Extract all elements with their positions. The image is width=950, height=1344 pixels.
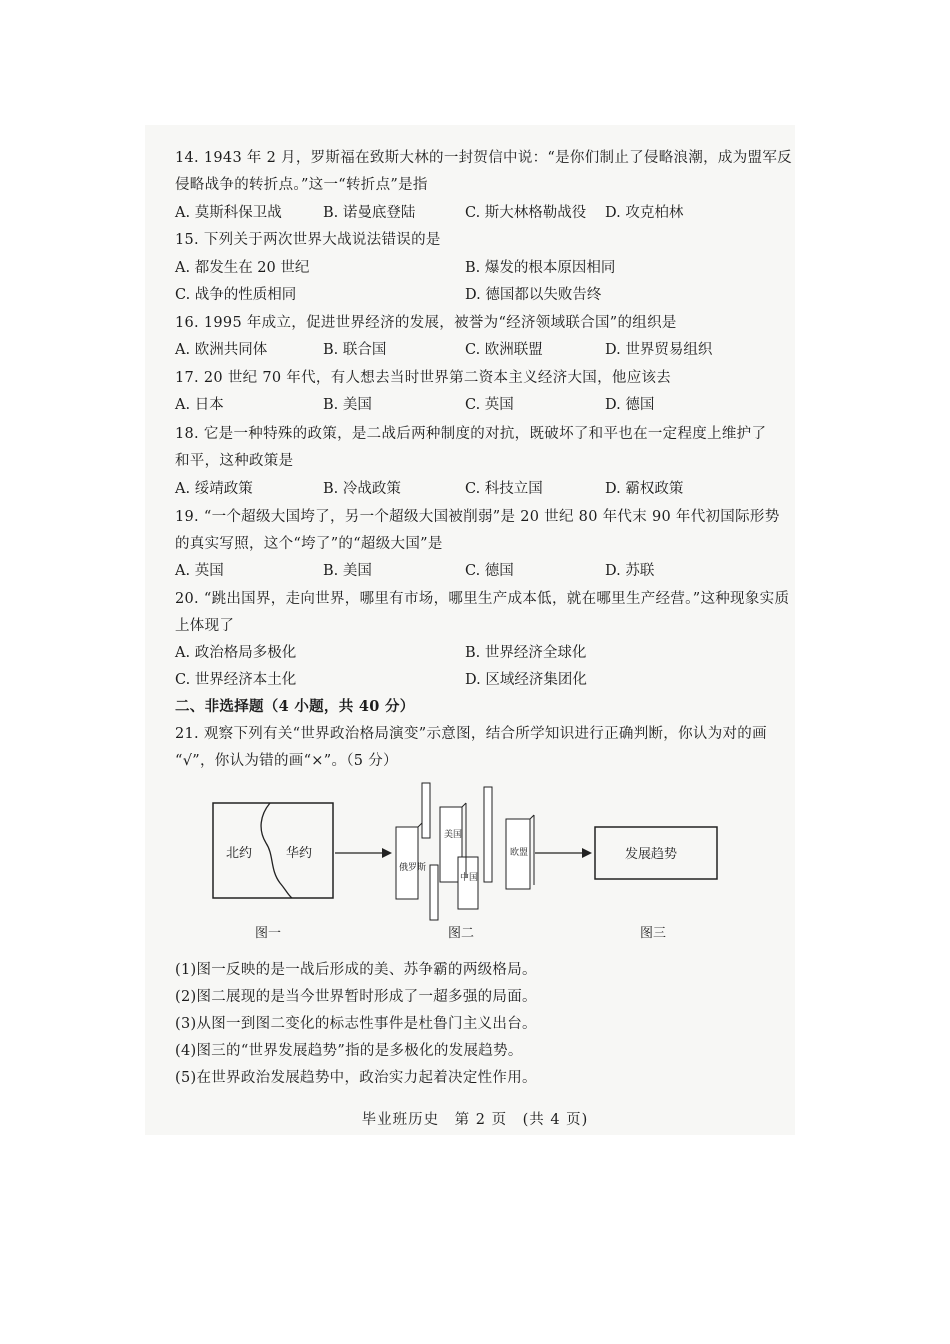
q15-option-d: D. 德国都以失败告终 xyxy=(465,287,602,303)
q21-item-4: (4)图三的“世界发展趋势”指的是多极化的发展趋势。 xyxy=(175,1043,523,1059)
q18-option-b: B. 冷战政策 xyxy=(323,481,401,497)
q18-stem-line2: 和平，这种政策是 xyxy=(175,453,294,469)
q19-stem-line1: 19. “一个超级大国垮了，另一个超级大国被削弱”是 20 世纪 80 年代末 90 年代初国际形势 xyxy=(175,509,780,525)
q19-stem-line2: 的真实写照，这个“垮了”的“超级大国”是 xyxy=(175,536,443,552)
section-2-heading: 二、非选择题（4 小题，共 40 分） xyxy=(175,698,415,715)
q21-stem-line2: “√”，你认为错的画“×”。（5 分） xyxy=(175,753,398,769)
q20-stem-line2: 上体现了 xyxy=(175,618,235,634)
q18-stem-line1: 18. 它是一种特殊的政策，是二战后两种制度的对抗，既破坏了和平也在一定程度上维护了 xyxy=(175,426,767,442)
q20-stem-line1: 20. “跳出国界，走向世界，哪里有市场，哪里生产成本低，就在哪里生产经营。”这种现象实质 xyxy=(175,591,790,607)
q20-option-a: A. 政治格局多极化 xyxy=(175,645,297,661)
q21-stem-line1: 21. 观察下列有关“世界政治格局演变”示意图，结合所学知识进行正确判断，你认为对的画 xyxy=(175,726,767,742)
q21-item-2: (2)图二展现的是当今世界暂时形成了一超多强的局面。 xyxy=(175,989,537,1005)
q21-item-3: (3)从图一到图二变化的标志性事件是杜鲁门主义出台。 xyxy=(175,1016,537,1032)
page-footer: 毕业班历史 第 2 页 (共 4 页) xyxy=(361,1112,589,1128)
q19-option-a: A. 英国 xyxy=(175,563,224,579)
q15-option-b: B. 爆发的根本原因相同 xyxy=(465,260,616,276)
bar-china xyxy=(458,857,478,909)
fig3-label: 发展趋势 xyxy=(625,847,678,862)
q16-option-d: D. 世界贸易组织 xyxy=(605,342,713,358)
fig1-label-left: 北约 xyxy=(226,846,253,861)
q16-stem: 16. 1995 年成立，促进世界经济的发展，被誉为“经济领域联合国”的组织是 xyxy=(175,315,677,331)
q17-option-c: C. 英国 xyxy=(465,397,514,413)
q14-option-d: D. 攻克柏林 xyxy=(605,205,684,221)
q18-option-c: C. 科技立国 xyxy=(465,481,543,497)
q16-option-b: B. 联合国 xyxy=(323,342,387,358)
arrow-1-head xyxy=(382,848,392,858)
q19-option-b: B. 美国 xyxy=(323,563,372,579)
q21-item-5: (5)在世界政治发展趋势中，政治实力起着决定性作用。 xyxy=(175,1070,537,1086)
q17-option-b: B. 美国 xyxy=(323,397,372,413)
q15-option-c: C. 战争的性质相同 xyxy=(175,287,297,303)
q18-option-d: D. 霸权政策 xyxy=(605,481,684,497)
q14-option-b: B. 诺曼底登陆 xyxy=(323,205,416,221)
q14-option-c: C. 斯大林格勒战役 xyxy=(465,205,587,221)
q16-option-a: A. 欧洲共同体 xyxy=(175,342,268,358)
arrow-2-head xyxy=(582,848,592,858)
q14-stem-line2: 侵略战争的转折点。”这一“转折点”是指 xyxy=(175,177,428,193)
bar-thin-1 xyxy=(422,783,430,838)
q21-item-1: (1)图一反映的是一战后形成的美、苏争霸的两级格局。 xyxy=(175,962,537,978)
q17-option-a: A. 日本 xyxy=(175,397,224,413)
fig3-caption: 图三 xyxy=(640,926,667,941)
q14-option-a: A. 莫斯科保卫战 xyxy=(175,205,282,221)
q18-option-a: A. 绥靖政策 xyxy=(175,481,253,497)
q14-stem-line1: 14. 1943 年 2 月，罗斯福在致斯大林的一封贺信中说：“是你们制止了侵略浪潮，成为盟军反 xyxy=(175,150,792,166)
bar-thin-3 xyxy=(484,787,492,882)
fig1-label-right: 华约 xyxy=(286,846,313,861)
fig2-label-usa: 美国 xyxy=(444,830,463,840)
q17-stem: 17. 20 世纪 70 年代，有人想去当时世界第二资本主义经济大国，他应该去 xyxy=(175,370,672,386)
q20-option-c: C. 世界经济本土化 xyxy=(175,672,297,688)
fig2-caption: 图二 xyxy=(448,926,475,941)
fig2-label-china: 中国 xyxy=(460,873,479,883)
fig2-label-eu: 欧盟 xyxy=(510,848,529,858)
world-politics-diagram xyxy=(200,775,740,950)
bar-thin-2 xyxy=(430,865,438,920)
q19-option-d: D. 苏联 xyxy=(605,563,655,579)
q15-option-a: A. 都发生在 20 世纪 xyxy=(175,260,310,276)
fig1-caption: 图一 xyxy=(255,926,282,941)
q20-option-d: D. 区域经济集团化 xyxy=(465,672,587,688)
q15-stem: 15. 下列关于两次世界大战说法错误的是 xyxy=(175,232,441,248)
q16-option-c: C. 欧洲联盟 xyxy=(465,342,543,358)
q17-option-d: D. 德国 xyxy=(605,397,655,413)
q20-option-b: B. 世界经济全球化 xyxy=(465,645,587,661)
q19-option-c: C. 德国 xyxy=(465,563,514,579)
fig2-label-russia: 俄罗斯 xyxy=(399,863,427,873)
